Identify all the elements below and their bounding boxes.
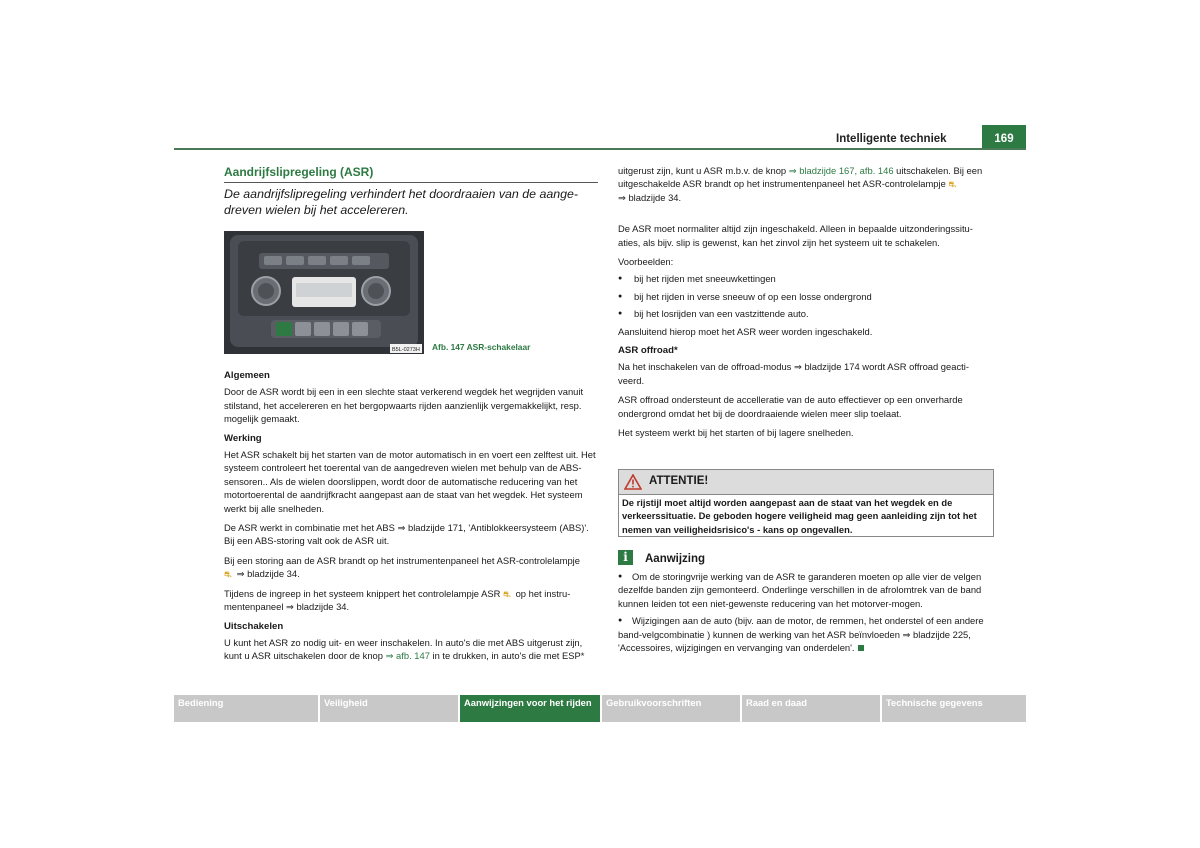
section-title: Aandrijfslipregeling (ASR): [224, 165, 598, 183]
note-item: ● Wijzigingen aan de auto (bijv. aan de motor, de remmen, het onderstel of een andere band-velgcombinatie ) kunnen de werking van het ASR beïnvloeden ⇒ bladzijde 225, 'Accessoires, wijzigingen en vervanging van onderdelen'.: [618, 614, 992, 654]
link-page-167[interactable]: ⇒ bladzijde 167, afb. 146: [788, 165, 894, 176]
asr-warning-lamp-icon: ⛐: [502, 588, 511, 599]
paragraph-offroad-1: Na het inschakelen van de offroad-modus ⇒ bladzijde 174 wordt ASR offroad geacti-veerd.: [618, 361, 969, 386]
paragraph-offroad-3: Het systeem werkt bij het starten of bij lagere snelheden.: [618, 427, 854, 439]
warning-triangle-icon: [624, 474, 642, 490]
header-rule: [174, 148, 1026, 150]
asr-warning-lamp-icon: ⛐: [224, 569, 232, 580]
paragraph-werking-1: Het ASR schakelt bij het starten van de motor automatisch in en voert een zelftest uit. Het systeem controleert het toerental van de aangedreven wielen met behulp van de ABS-sensoren.. Als de wielen doorslippen, wordt door de automatische reducering van het motortoerental de aandrijfkracht aangepast aan de staat van het wegdek. Het systeem werkt bij alle snelheden.: [224, 449, 596, 514]
asr-warning-lamp-icon: ⛐: [948, 179, 957, 190]
paragraph-normal-use: De ASR moet normaliter altijd zijn ingeschakeld. Alleen in bepaalde uitzonderingssitu-aties, als bijv. slip is gewenst, kan het zinvol zijn het systeem uit te schakelen.: [618, 223, 973, 248]
warning-box: [618, 469, 994, 537]
paragraph-continued: uitgerust zijn, kunt u ASR m.b.v. de knop ⇒ bladzijde 167, afb. 146 uitschakelen. Bij een uitgeschakelde ASR brandt op het instrumentenpaneel het ASR-controlelampje ⛐ ⇒ bladzijde 34.: [618, 165, 983, 203]
paragraph-uitschakelen: U kunt het ASR zo nodig uit- en weer inschakelen. In auto's die met ABS uitgerust zijn, kunt u ASR uitschakelen door de knop ⇒ afb. 147 in te drukken, in auto's die met ESP*: [224, 636, 585, 662]
page-number: 169: [982, 125, 1026, 149]
heading-werking: Werking: [224, 432, 262, 444]
note-body: [618, 570, 992, 658]
paragraph-algemeen: Door de ASR wordt bij een in een slechte staat verkerend wegdek het wegrijden vanuit stilstand, het accelereren en het bergopwaarts rijden aanzienlijk vergemakkelijkt, resp. mogelijk gemaakt.: [224, 386, 584, 425]
list-item: ● bij het rijden met sneeuwkettingen: [618, 272, 992, 285]
figure-caption: Afb. 147 ASR-schakelaar: [432, 342, 531, 352]
paragraph-offroad-2: ASR offroad ondersteunt de accelleratie van de auto effectiever op een onverharde ondergrond omdat het bij de doordraaiende wielen meer slip toelaat.: [618, 394, 963, 419]
heading-asr-offroad: ASR offroad*: [618, 345, 678, 357]
heading-uitschakelen: Uitschakelen: [224, 620, 284, 632]
footer-tab-technische-gegevens[interactable]: Technische gegevens: [882, 695, 1026, 722]
right-column: [618, 164, 992, 446]
dashboard-illustration: [224, 231, 424, 354]
warning-title: ATTENTIE!: [649, 475, 709, 487]
paragraph-reenable: Aansluitend hierop moet het ASR weer worden ingeschakeld.: [618, 325, 873, 337]
footer-tab-raad-en-daad[interactable]: Raad en daad: [742, 695, 880, 722]
chapter-title: Intelligente techniek: [836, 133, 947, 145]
asr-switch-figure: [224, 231, 424, 354]
note-title: Aanwijzing: [645, 553, 706, 565]
footer-tab-veiligheid[interactable]: Veiligheid: [320, 695, 458, 722]
warning-text: De rijstijl moet altijd worden aangepast aan de staat van het wegdek en de verkeerssituatie. De geboden hogere veiligheid mag geen aanleiding zijn tot het nemen van veiligheidsrisico's - kans op ongevallen.: [622, 497, 977, 535]
footer-tab-bediening[interactable]: Bediening: [174, 695, 318, 722]
heading-algemeen: Algemeen: [224, 370, 270, 381]
section-lead: De aandrijfslipregeling verhindert het doordraaien van de aange-dreven wielen bij het accelereren.: [224, 187, 579, 217]
footer-tab-gebruikvoorschriften[interactable]: Gebruikvoorschriften: [602, 695, 740, 722]
left-column: [224, 369, 598, 669]
warning-header: [619, 470, 993, 495]
paragraph-examples-label: Voorbeelden:: [618, 256, 674, 268]
end-marker-icon: [858, 645, 864, 651]
info-icon: i: [618, 550, 633, 565]
paragraph-werking-4: Tijdens de ingreep in het systeem knippert het controlelampje ASR ⛐ op het instru-mentenpaneel ⇒ bladzijde 34.: [224, 587, 571, 613]
link-figure-147[interactable]: ⇒ afb. 147: [385, 650, 430, 662]
paragraph-werking-3: Bij een storing aan de ASR brandt op het instrumentenpaneel het ASR-controlelampje ⛐ ⇒ bladzijde 34.: [224, 554, 580, 580]
list-item: ● bij het rijden in verse sneeuw of op een losse ondergrond: [618, 290, 992, 303]
note-item: ● Om de storingvrije werking van de ASR te garanderen moeten op alle vier de velgen dezelfde banden zijn gemonteerd. Onderlinge verschillen in de afrolomtrek van de band kunnen leiden tot een niet-gewenste reducering van het motorver-mogen.: [618, 570, 992, 610]
paragraph-werking-2: De ASR werkt in combinatie met het ABS ⇒ bladzijde 171, 'Antiblokkeersysteem (ABS)'. Bij een ABS-storing valt ook de ASR uit.: [224, 522, 589, 547]
figure-code: B5L-0273H: [392, 347, 420, 353]
list-item: ● bij het losrijden van een vastzittende auto.: [618, 307, 992, 320]
footer-tab-aanwijzingen[interactable]: Aanwijzingen voor het rijden: [460, 695, 600, 722]
